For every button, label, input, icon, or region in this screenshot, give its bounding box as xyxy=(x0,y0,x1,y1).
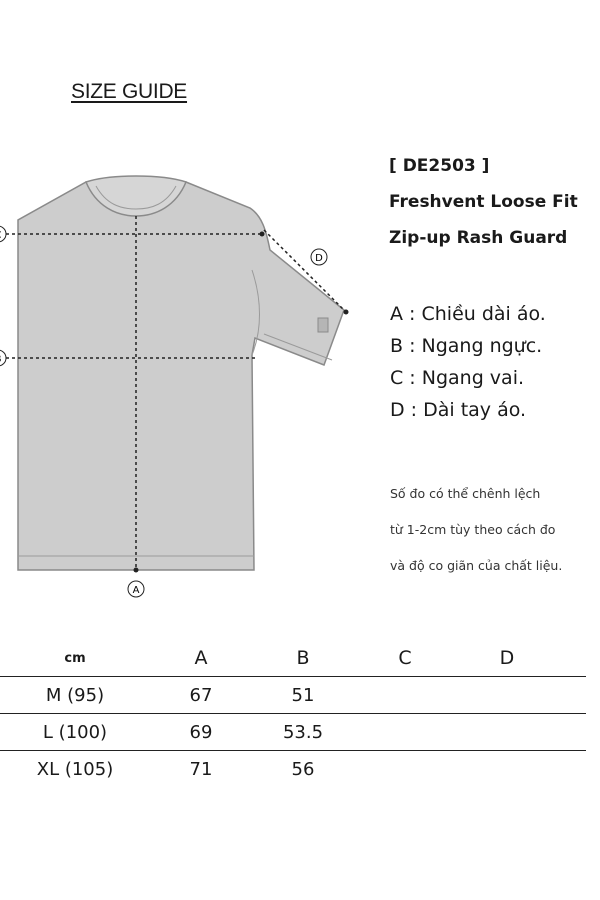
measurement-legend xyxy=(390,298,546,426)
svg-text:B xyxy=(0,354,2,365)
table-row xyxy=(0,676,586,713)
row-size: XL (105) xyxy=(36,758,114,780)
label-c-marker xyxy=(0,226,6,242)
tshirt-diagram xyxy=(0,160,360,610)
row-b: 56 xyxy=(291,758,315,780)
row-a: 71 xyxy=(189,758,213,780)
row-size: L (100) xyxy=(42,721,108,743)
product-name xyxy=(389,148,600,256)
table-row xyxy=(0,713,586,750)
note-line-1: Số đo có thể chênh lệch xyxy=(390,486,541,501)
size-guide-title: SIZE GUIDE xyxy=(71,80,188,103)
measurement-note xyxy=(390,476,562,584)
header-d: D xyxy=(499,647,515,669)
label-d-marker xyxy=(311,249,327,265)
svg-text:A: A xyxy=(132,585,140,596)
product-code: [ DE2503 ] xyxy=(389,156,490,176)
label-b-marker xyxy=(0,350,6,366)
table-header xyxy=(0,640,586,676)
legend-a: A : Chiều dài áo. xyxy=(390,303,546,325)
header-c: C xyxy=(398,647,412,669)
legend-c: C : Ngang vai. xyxy=(390,367,525,389)
size-table xyxy=(0,640,586,787)
table-row xyxy=(0,750,586,787)
row-a: 69 xyxy=(189,721,213,743)
shirt-body xyxy=(18,181,344,570)
label-a-marker xyxy=(128,581,144,597)
row-a: 67 xyxy=(189,684,213,706)
header-b: B xyxy=(296,647,310,669)
header-unit: cm xyxy=(64,650,86,666)
header-a: A xyxy=(194,647,208,669)
note-line-2: từ 1-2cm tùy theo cách đo xyxy=(390,522,556,537)
row-b: 53.5 xyxy=(282,721,324,743)
product-name-line-1: Freshvent Loose Fit xyxy=(389,192,578,212)
note-line-3: và độ co giãn của chất liệu. xyxy=(390,558,563,573)
legend-d: D : Dài tay áo. xyxy=(390,399,527,421)
legend-b: B : Ngang ngực. xyxy=(390,335,543,357)
svg-text:D: D xyxy=(315,253,323,264)
row-size: M (95) xyxy=(45,684,105,706)
svg-text:C xyxy=(0,230,2,241)
product-name-line-2: Zip-up Rash Guard xyxy=(389,228,568,248)
row-b: 51 xyxy=(291,684,315,706)
